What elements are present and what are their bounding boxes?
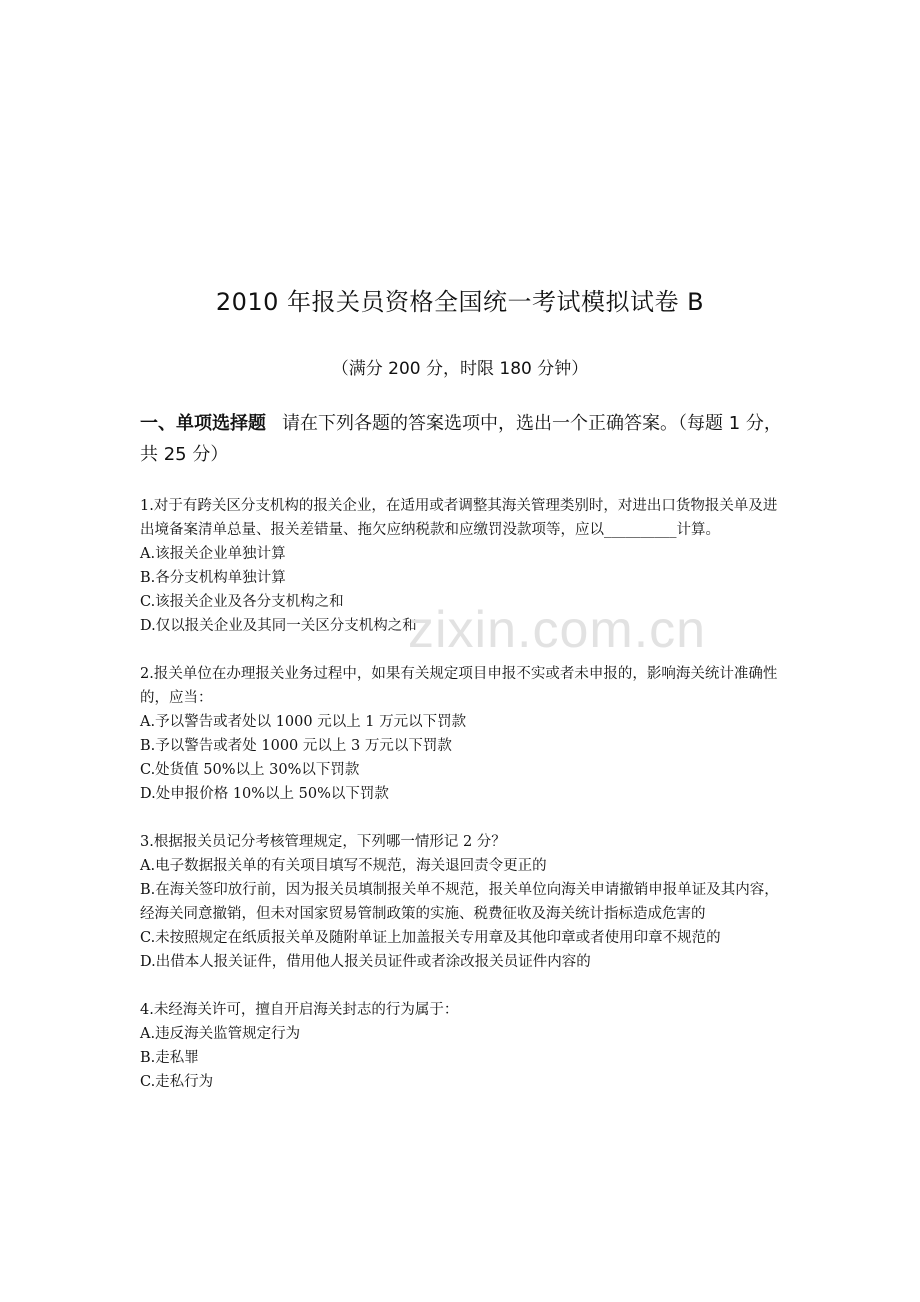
question-1 — [140, 494, 785, 638]
option-b: B.走私罪 — [140, 1050, 199, 1066]
question-3 — [140, 830, 785, 974]
question-stem: 2.报关单位在办理报关业务过程中，如果有关规定项目申报不实或者未申报的，影响海关统计准确性的，应当： — [140, 666, 778, 706]
option-c: C.处货值 50%以上 30%以下罚款 — [140, 762, 360, 778]
question-stem: 3.根据报关员记分考核管理规定，下列哪一情形记 2 分？ — [140, 834, 506, 850]
option-a: A.违反海关监管规定行为 — [140, 1026, 301, 1042]
option-b: B.在海关签印放行前，因为报关员填制报关单不规范，报关单位向海关申请撤销申报单证及其内容，经海关同意撤销，但未对国家贸易管制政策的实施、税费征收及海关统计指标造成危害的 — [140, 882, 779, 922]
section-heading: 一、单项选择题 — [140, 413, 266, 434]
question-list — [140, 494, 785, 1118]
option-d: D.处申报价格 10%以上 50%以下罚款 — [140, 786, 389, 802]
option-c: C.未按照规定在纸质报关单及随附单证上加盖报关专用章及其他印章或者使用印章不规范的 — [140, 930, 721, 946]
document-title: 2010 年报关员资格全国统一考试模拟试卷 B — [215, 288, 705, 316]
watermark: zixin.com.cn — [408, 601, 707, 659]
section-header — [140, 408, 790, 470]
option-c: C.该报关企业及各分支机构之和 — [140, 594, 344, 610]
question-stem: 4.未经海关许可，擅自开启海关封志的行为属于： — [140, 1002, 459, 1018]
section-instruction: 请在下列各题的答案选项中，选出一个正确答案。（每题 1 分，共 25 分） — [140, 413, 782, 465]
option-a: A.予以警告或者处以 1000 元以上 1 万元以下罚款 — [140, 714, 467, 730]
option-a: A.该报关企业单独计算 — [140, 546, 286, 562]
option-b: B.予以警告或者处 1000 元以上 3 万元以下罚款 — [140, 738, 452, 754]
question-4 — [140, 998, 785, 1094]
option-a: A.电子数据报关单的有关项目填写不规范，海关退回责令更正的 — [140, 858, 547, 874]
option-d: D.仅以报关企业及其同一关区分支机构之和 — [140, 618, 417, 634]
option-b: B.各分支机构单独计算 — [140, 570, 286, 586]
option-d: D.出借本人报关证件，借用他人报关员证件或者涂改报关员证件内容的 — [140, 954, 591, 970]
document-subtitle: （满分 200 分，时限 180 分钟） — [331, 359, 589, 379]
question-stem: 1.对于有跨关区分支机构的报关企业，在适用或者调整其海关管理类别时，对进出口货物报关单及进出境备案清单总量、报关差错量、拖欠应纳税款和应缴罚没款项等，应以__________计算。 — [140, 498, 778, 538]
question-2 — [140, 662, 785, 806]
option-c: C.走私行为 — [140, 1074, 214, 1090]
